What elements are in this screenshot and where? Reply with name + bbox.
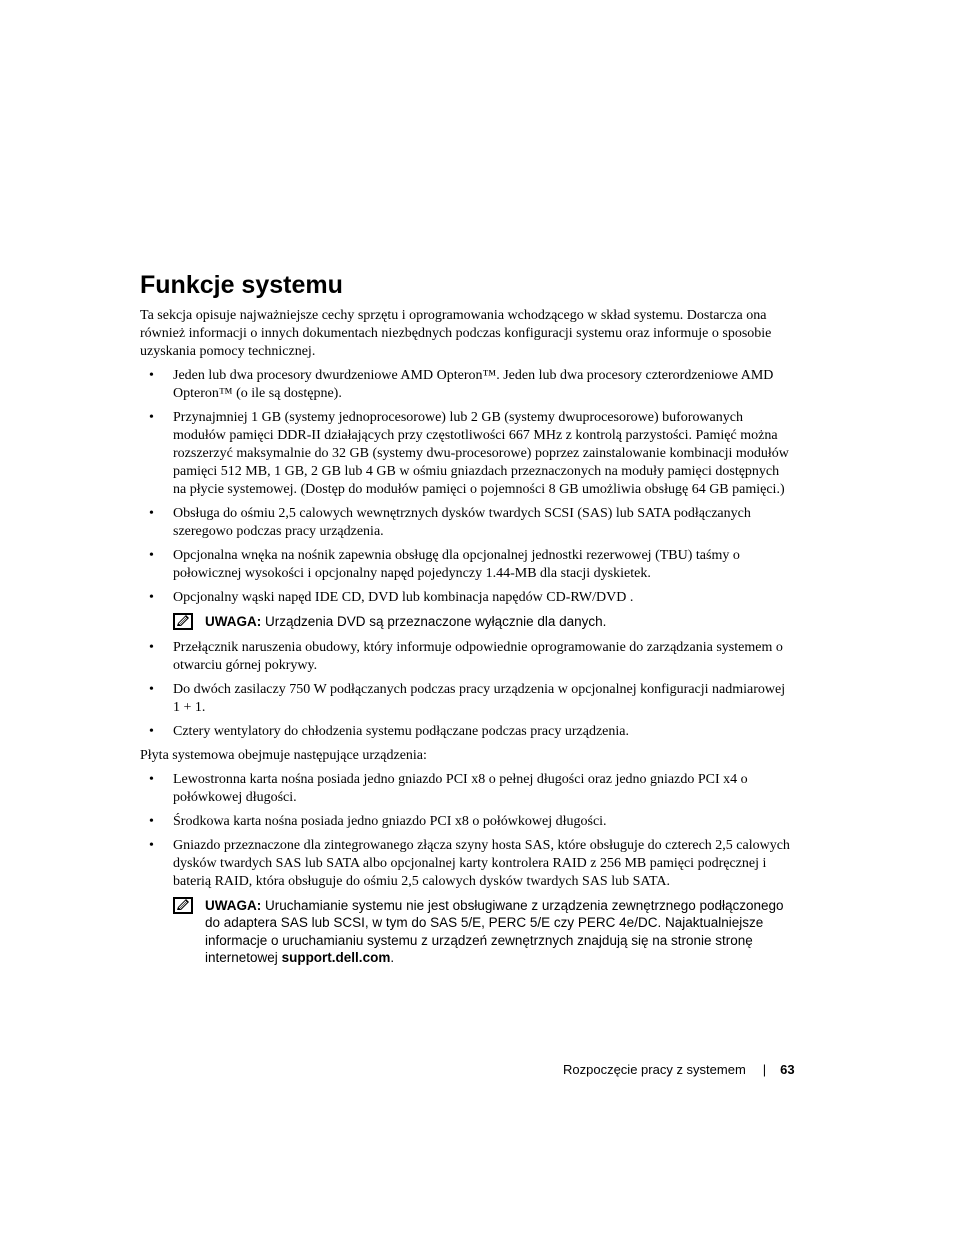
footer-separator: |	[762, 1062, 767, 1077]
bullet-icon: •	[149, 368, 154, 383]
bullet-icon: •	[149, 410, 154, 425]
note-text: Urządzenia DVD są przeznaczone wyłącznie dla danych.	[265, 614, 607, 629]
note-text: Uruchamianie systemu nie jest obsługiwane z urządzenia zewnętrznego podłączonego do adaptera SAS lub SCSI, w tym do SAS 5/E, PERC 5/E czy PERC 4e/DC. Najaktualniejsze informacje o uruchamianiu systemu z urządzeń zewnętrznych znajdują się na stronie stronę internetowej	[205, 897, 784, 965]
page-footer	[563, 1061, 795, 1079]
bullet-icon: •	[149, 590, 154, 605]
list-item-text: Jeden lub dwa procesory dwurdzeniowe AMD Opteron™. Jeden lub dwa procesory czterordzeniowe AMD Opteron™ (o ile są dostępne).	[173, 368, 774, 401]
bullet-icon: •	[149, 837, 154, 853]
list-item	[140, 681, 790, 717]
list-item	[140, 367, 790, 403]
feature-list-continued	[140, 639, 790, 741]
list-item-text: Środkowa karta nośna posiada jedno gniazdo PCI x8 o połówkowej długości.	[173, 813, 607, 829]
list-item-text: Cztery wentylatory do chłodzenia systemu podłączane podczas pracy urządzenia.	[173, 723, 629, 739]
list-item	[140, 723, 790, 741]
list-item-text: Lewostronna karta nośna posiada jedno gniazdo PCI x8 o pełnej długości oraz jedno gniazdo PCI x4 o połówkowej długości.	[173, 771, 748, 805]
bullet-icon: •	[149, 639, 154, 655]
list-item-text: Do dwóch zasilaczy 750 W podłączanych podczas pracy urządzenia w opcjonalnej konfiguracji nadmiarowej 1 + 1.	[173, 681, 786, 715]
list-item-text: Obsługa do ośmiu 2,5 calowych wewnętrznych dysków twardych SCSI (SAS) lub SATA podłączanych szeregowo podczas pracy urządzenia.	[173, 506, 751, 539]
bullet-icon: •	[149, 548, 154, 563]
list-item-text: Gniazdo przeznaczone dla zintegrowanego złącza szyny hosta SAS, które obsługuje do czterech 2,5 calowych dysków twardych SAS lub SATA albo opcjonalnej karty kontrolera RAID z 256 MB pamięci podręcznej i baterią RAID, która obsługuje do ośmiu 2,5 calowych dysków twardych SAS lub SATA.	[173, 837, 790, 889]
list-item	[140, 409, 790, 499]
note-boot	[173, 897, 790, 967]
list-item-text: Opcjonalna wnęka na nośnik zapewnia obsługę dla opcjonalnej jednostki rezerwowej (TBU) taśmy o połowicznej wysokości i opcjonalny napęd pojedynczy 1.44-MB dla stacji dyskietek.	[173, 548, 740, 581]
bullet-icon: •	[149, 771, 154, 787]
list-item	[140, 837, 790, 891]
note-pencil-icon	[173, 897, 193, 914]
list-item	[140, 771, 790, 807]
note-pencil-icon	[173, 613, 193, 630]
main-content	[140, 307, 790, 975]
bullet-icon: •	[149, 681, 154, 697]
bullet-icon: •	[149, 506, 154, 521]
page-title: Funkcje systemu	[140, 271, 343, 299]
board-intro-paragraph: Płyta systemowa obejmuje następujące urządzenia:	[140, 747, 427, 763]
list-item-text: Opcjonalny wąski napęd IDE CD, DVD lub kombinacja napędów CD-RW/DVD .	[173, 590, 634, 605]
list-item-text: Przynajmniej 1 GB (systemy jednoprocesorowe) lub 2 GB (systemy dwuprocesorowe) buforowanych modułów pamięci DDR-II działających przy częstotliwości 667 MHz z kontrolą parzystości. Pamięć można rozszerzyć maksymalnie do 32 GB (systemy dwu-procesorowe) poprzez zainstalowanie kombinacji modułów pamięci 512 MB, 1 GB, 2 GB lub 4 GB w ośmiu gniazdach przeznaczonych na moduły pamięci dostępnych na płycie systemowej. (Dostęp do modułów pamięci o pojemności 8 GB umożliwia obsługę 64 GB pamięci.)	[173, 410, 789, 497]
board-list	[140, 771, 790, 891]
note-label: UWAGA:	[205, 614, 262, 629]
list-item	[140, 589, 790, 607]
note-end: .	[390, 950, 395, 965]
list-item	[140, 639, 790, 675]
list-item	[140, 547, 790, 583]
bullet-icon: •	[149, 723, 154, 739]
list-item-text: Przełącznik naruszenia obudowy, który informuje odpowiednie oprogramowanie do zarządzania systemem o otwarciu górnej pokrywy.	[173, 639, 783, 673]
bullet-icon: •	[149, 813, 154, 829]
list-item	[140, 813, 790, 831]
feature-list	[140, 367, 790, 607]
intro-paragraph: Ta sekcja opisuje najważniejsze cechy sprzętu i oprogramowania wchodzącego w skład systemu. Dostarcza ona również informacji o innych dokumentach niezbędnych podczas konfiguracji systemu oraz informuje o sposobie uzyskania pomocy technicznej.	[140, 308, 772, 359]
note-dvd	[173, 613, 790, 631]
footer-section-title: Rozpoczęcie pracy z systemem	[563, 1062, 746, 1077]
page-number: 63	[780, 1062, 795, 1077]
note-label: UWAGA:	[205, 897, 262, 913]
list-item	[140, 505, 790, 541]
support-link[interactable]: support.dell.com	[281, 950, 391, 965]
